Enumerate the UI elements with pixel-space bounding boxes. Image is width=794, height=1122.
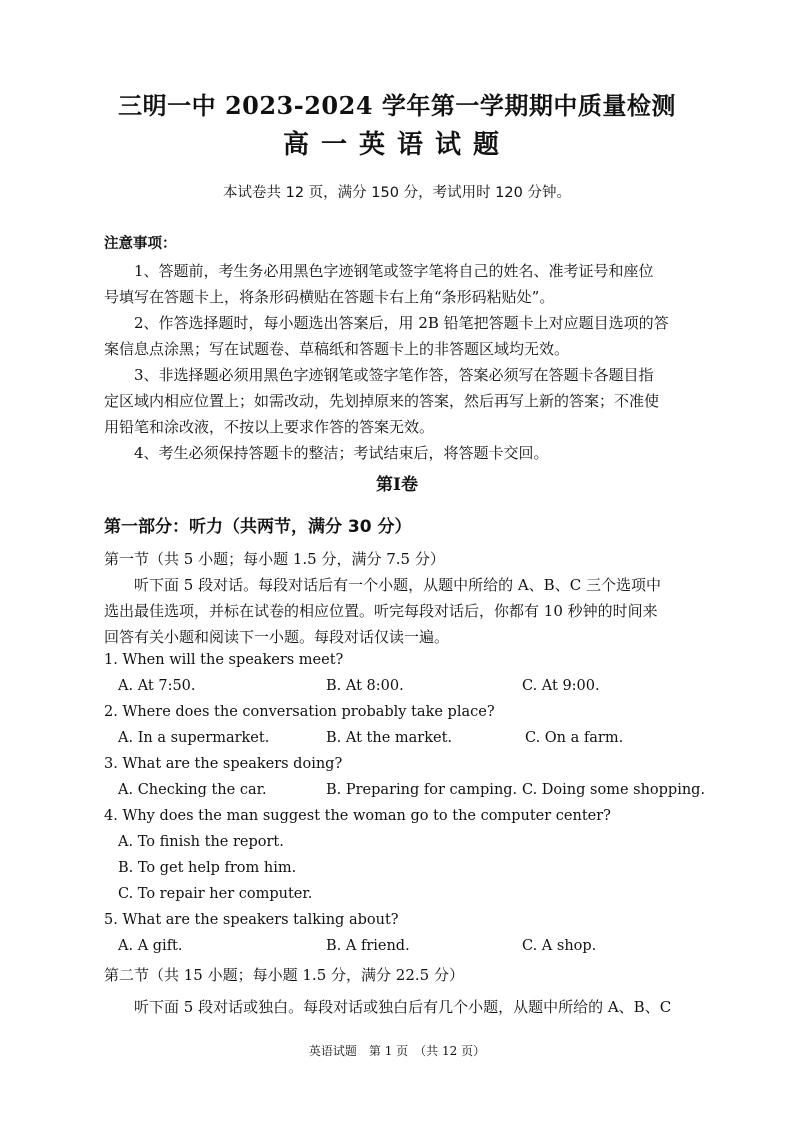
page-footer: 英语试题 第 1 页 （共 12 页） [308,1044,486,1058]
option-b: B. To get help from him. [118,860,297,876]
option-a: A. In a supermarket. [118,730,270,746]
option-b: B. At 8:00. [326,678,404,694]
notice-line: 用铅笔和涂改液，不按以上要求作答的答案无效。 [104,418,435,436]
section1-title: 第一节（共 5 小题；每小题 1.5 分，满分 7.5 分） [104,550,445,568]
option-a: A. A gift. [118,938,183,954]
notice-line: 号填写在答题卡上，将条形码横贴在答题卡右上角“条形码粘贴处”。 [104,288,555,306]
section1-instruction: 回答有关小题和阅读下一小题。每段对话仅读一遍。 [104,628,450,646]
question-stem: 3. What are the speakers doing? [104,756,343,772]
exam-info: 本试卷共 12 页，满分 150 分，考试用时 120 分钟。 [223,185,571,201]
option-a: A. To finish the report. [118,834,284,850]
notice-line: 定区域内相应位置上；如需改动，先划掉原来的答案，然后再写上新的答案；不准使 [104,392,660,410]
notice-line: 2、作答选择题时，每小题选出答案后，用 2B 铅笔把答题卡上对应题目选项的答 [134,314,669,332]
volume-heading: 第Ⅰ卷 [376,475,418,495]
option-c: C. Doing some shopping. [522,782,706,798]
question-stem: 4. Why does the man suggest the woman go to the computer center? [104,808,611,824]
notice-line: 3、非选择题必须用黑色字迹钢笔或签字笔作答，答案必须写在答题卡各题目指 [134,366,654,384]
option-b: B. Preparing for camping. [326,782,518,798]
section2-instruction: 听下面 5 段对话或独白。每段对话或独白后有几个小题，从题中所给的 A、B、C [134,998,672,1016]
notice-line: 1、答题前，考生务必用黑色字迹钢笔或签字笔将自己的姓名、准考证号和座位 [134,262,654,280]
option-a: A. Checking the car. [118,782,267,798]
option-c: C. At 9:00. [522,678,600,694]
option-c: C. A shop. [522,938,597,954]
question-stem: 5. What are the speakers talking about? [104,912,399,928]
section2-title: 第二节（共 15 小题；每小题 1.5 分，满分 22.5 分） [104,966,464,984]
option-c: C. To repair her computer. [118,886,313,902]
option-b: B. A friend. [326,938,410,954]
notice-line: 4、考生必须保持答题卡的整洁；考试结束后，将答题卡交回。 [134,444,549,462]
part1-title: 第一部分：听力（共两节，满分 30 分） [104,517,412,537]
subject-title: 高一英语试题 [282,130,511,160]
exam-title: 三明一中 2023-2024 学年第一学期期中质量检测 [118,91,676,120]
notice-line: 案信息点涂黑；写在试题卷、草稿纸和答题卡上的非答题区域均无效。 [104,340,570,358]
option-b: B. At the market. [326,730,453,746]
option-a: A. At 7:50. [118,678,196,694]
question-stem: 2. Where does the conversation probably take place? [104,704,495,720]
question-stem: 1. When will the speakers meet? [104,652,344,668]
section1-instruction: 听下面 5 段对话。每段对话后有一个小题，从题中所给的 A、B、C 三个选项中 [134,576,661,594]
section1-instruction: 选出最佳选项，并标在试卷的相应位置。听完每段对话后，你都有 10 秒钟的时间来 [104,602,658,620]
notice-heading: 注意事项： [104,236,177,252]
option-c: C. On a farm. [525,730,624,746]
